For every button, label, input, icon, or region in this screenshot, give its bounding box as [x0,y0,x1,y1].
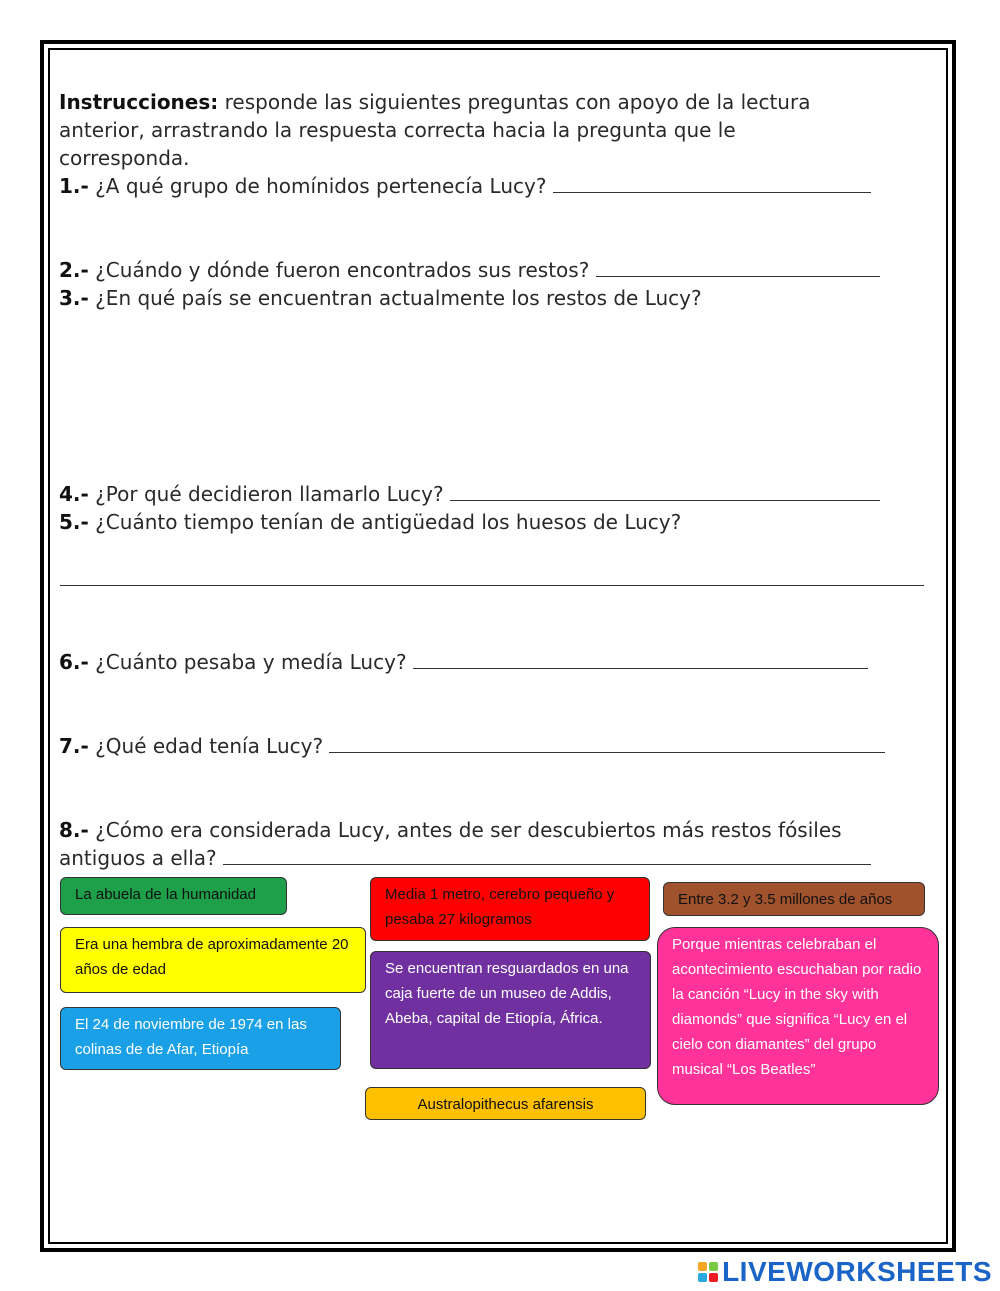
answer-drop-2[interactable] [596,258,880,277]
answer-drop-1[interactable] [553,174,871,193]
answer-drop-3[interactable] [60,320,920,470]
answer-card-peso[interactable]: Media 1 metro, cerebro pequeño y pesaba 27 kilogramos [370,877,650,941]
question-6: 6.- ¿Cuánto pesaba y medía Lucy? [59,648,868,676]
answer-drop-8[interactable] [223,846,871,865]
instructions-line-2: anterior, arrastrando la respuesta correcta hacia la pregunta que le [59,118,736,142]
answer-card-australopithecus[interactable]: Australopithecus afarensis [365,1087,646,1120]
brand-name: LIVEWORKSHEETS [722,1256,992,1287]
instructions-label: Instrucciones: [59,90,219,114]
liveworksheets-logo [698,1256,992,1288]
question-1: 1.- ¿A qué grupo de homínidos pertenecía Lucy? [59,172,871,200]
question-2: 2.- ¿Cuándo y dónde fueron encontrados sus restos? [59,256,880,284]
answer-card-museo[interactable]: Se encuentran resguardados en una caja fuerte de un museo de Addis, Abeba, capital de Etiopía, África. [370,951,651,1069]
question-7: 7.- ¿Qué edad tenía Lucy? [59,732,885,760]
logo-blocks-icon [698,1262,718,1282]
answer-drop-6[interactable] [413,650,868,669]
answer-card-nombre[interactable]: Porque mientras celebraban el acontecimiento escuchaban por radio la canción “Lucy in the sky with diamonds” que significa “Lucy en el cielo con diamantes” del grupo musical “Los Beatles” [657,927,939,1105]
question-3: 3.- ¿En qué país se encuentran actualmente los restos de Lucy? [59,286,702,310]
instructions-line-3: corresponda. [59,146,190,170]
question-4: 4.- ¿Por qué decidieron llamarlo Lucy? [59,480,880,508]
answer-card-abuela[interactable]: La abuela de la humanidad [60,877,287,915]
answer-drop-4[interactable] [450,482,880,501]
answer-card-edad[interactable]: Era una hembra de aproximadamente 20 años de edad [60,927,366,993]
answer-card-fecha[interactable]: El 24 de noviembre de 1974 en las colinas de de Afar, Etiopía [60,1007,341,1070]
answer-drop-5[interactable] [60,585,924,586]
question-8: 8.- ¿Cómo era considerada Lucy, antes de ser descubiertos más restos fósiles [59,818,842,842]
question-5: 5.- ¿Cuánto tiempo tenían de antigüedad los huesos de Lucy? [59,510,682,534]
instructions-line-1: Instrucciones: responde las siguientes preguntas con apoyo de la lectura [59,90,811,114]
answer-card-antiguedad[interactable]: Entre 3.2 y 3.5 millones de años [663,882,925,916]
question-8-cont: antiguos a ella? [59,844,871,872]
answer-drop-7[interactable] [329,734,885,753]
